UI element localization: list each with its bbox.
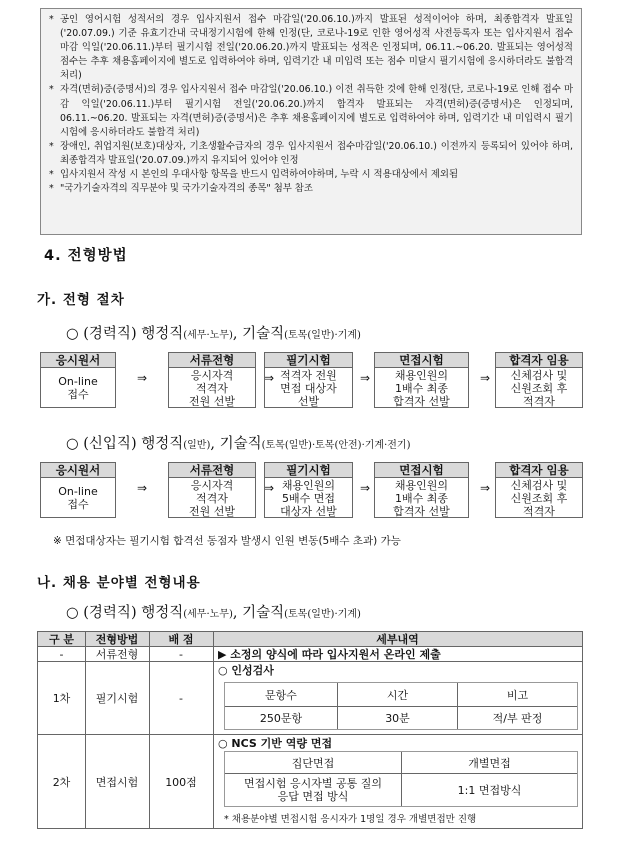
selection-table [37, 631, 583, 829]
table-cell: 필기시험 [95, 692, 139, 705]
table-cell: 2차 [52, 775, 71, 789]
flow-step: 필기시험 적격자 전원 면접 대상자 선발 [264, 352, 353, 408]
table-cell: 집단면접 [291, 756, 335, 770]
arrow-icon: ⇒ [263, 371, 275, 385]
table-cell: ○ NCS 기반 역량 면접 [218, 737, 333, 750]
note-text: 장애인, 취업지원(보호)대상자, 기초생활수급자의 경우 입사지원서 접수마감일('20.06.10.) 이전까지 등록되어 있어야 하며, 최종합격자 발표일('20.07.09.)까지 유지되어 있어야 인정 [60, 140, 573, 166]
table-cell: 비고 [506, 688, 529, 702]
table-cell: 문항수 [265, 688, 297, 702]
career-subheading-2: ○ (경력직) 행정직(세무·노무), 기술직(토목(일반)·기계) [66, 605, 361, 621]
notes-box [40, 8, 582, 235]
table-cell: - [179, 647, 183, 661]
note-text: "국가기술자격의 직무분야 및 국가기술자격의 종목" 첨부 참조 [60, 183, 313, 195]
table-header: 배 점 [149, 632, 213, 646]
table-cell: 1:1 면접방식 [457, 784, 522, 797]
arrow-icon: ⇒ [359, 371, 371, 385]
table-cell: 1차 [52, 692, 71, 705]
table-header: 세부내역 [213, 632, 582, 646]
arrow-icon: ⇒ [359, 481, 371, 495]
table-cell: 면접시험 응시자별 공통 질의 응답 면접 방식 [243, 777, 382, 803]
flow-step: 서류전형 응시자격 적격자 전원 선발 [168, 352, 256, 408]
flow-step: 면접시험 채용인원의 1배수 최종 합격자 선발 [374, 352, 469, 408]
note-item: * 입사지원서 작성 시 본인의 우대사항 항목을 반드시 입력하여야하며, 누락 시 적용대상에서 제외됨 [49, 168, 573, 182]
note-item: * 공인 영어시험 성적서의 경우 입사지원서 접수 마감일('20.06.10.)까지 발표된 성적이어야 하며, 최종합격자 발표일('20.07.09.) 기준 유효기간내 국내정기시험에 한해 인정(단, 코로나-19로 인한 영어성적 사전등록자 또는 입사지원서 접수 마감 익일('20.06.11.)부터 필기시험 전일('20.06.20.)까지 발표되는 성적은 인정되며, 06.11.~06.20. 발표되는 영어성적 점수는 추후 채용홈페이지에 별도로 입력하여야 하며, 입력기간 내 미입력 또는 점수 미달시 필기시험에 응시하더라도 불합격 처리) [49, 13, 573, 83]
flow-note: ※ 면접대상자는 필기시험 합격선 동점자 발생시 인원 변동(5배수 초과) 가능 [53, 535, 401, 547]
arrow-icon: ⇒ [136, 481, 148, 495]
table-cell: 시간 [386, 688, 409, 702]
aptitude-subtable [224, 682, 578, 730]
note-text: 자격(면허)증(증명서)의 경우 입사지원서 접수 마감일('20.06.10.) 이전 취득한 것에 한해 인정(단, 코로나-19로 인해 접수 마감 익일('20.06.11.)부터 필기시험 전일('20.06.20.)까지 합격자 발표되는 자격(면허)증(증명서)은 인정되며, 06.11.~06.20. 발표되는 자격(면허)증(증명서)은 추후 채용홈페이지에 별도로 입력하여야 하며, 입력기간 내 미입력시 필기시험에 응시하더라도 불합격 처리) [60, 84, 573, 138]
section-heading-na: 나. 채용 분야별 전형내용 [37, 575, 201, 591]
flow-step: 합격자 임용 신체검사 및 신원조회 후 적격자 [495, 352, 583, 408]
flow-step: 합격자 임용 신체검사 및 신원조회 후 적격자 [495, 462, 583, 518]
note-text: 입사지원서 작성 시 본인의 우대사항 항목을 반드시 입력하여야하며, 누락 시 적용대상에서 제외됨 [60, 169, 459, 181]
table-cell: 적/부 판정 [492, 712, 543, 725]
career-process-flow [40, 352, 583, 408]
section-heading-4: 4. 전형방법 [44, 248, 128, 264]
arrow-icon: ⇒ [479, 481, 491, 495]
table-cell: 100점 [165, 775, 197, 789]
table-cell: 서류전형 [95, 648, 139, 661]
table-header: 전형방법 [85, 632, 149, 646]
interview-subtable [224, 751, 578, 807]
table-cell: - [179, 691, 183, 705]
table-cell: 개별면접 [468, 756, 511, 770]
table-note: * 채용분야별 면접시험 응시자가 1명일 경우 개별면접만 진행 [224, 814, 477, 825]
note-item: * 장애인, 취업지원(보호)대상자, 기초생활수급자의 경우 입사지원서 접수마감일('20.06.10.) 이전까지 등록되어 있어야 하며, 최종합격자 발표일('20.07.09.)까지 유지되어 있어야 인정 [49, 140, 573, 168]
flow-step: 응시원서 On-line 접수 [40, 352, 116, 408]
table-cell: - [59, 647, 64, 661]
career-subheading: ○ (경력직) 행정직(세무·노무), 기술직(토목(일반)·기계) [66, 326, 361, 342]
section-heading-ga: 가. 전형 절차 [37, 292, 125, 308]
table-cell: ▶ 소정의 양식에 따라 입사지원서 온라인 제출 [218, 648, 441, 661]
flow-step: 응시원서 On-line 접수 [40, 462, 116, 518]
note-item: * 자격(면허)증(증명서)의 경우 입사지원서 접수 마감일('20.06.10.) 이전 취득한 것에 한해 인정(단, 코로나-19로 인해 접수 마감 익일('20.06.11.)부터 필기시험 전일('20.06.20.)까지 합격자 발표되는 자격(면허)증(증명서)은 인정되며, 06.11.~06.20. 발표되는 자격(면허)증(증명서)은 추후 채용홈페이지에 별도로 입력하여야 하며, 입력기간 내 미입력시 필기시험에 응시하더라도 불합격 처리) [49, 83, 573, 139]
note-text: 공인 영어시험 성적서의 경우 입사지원서 접수 마감일('20.06.10.)까지 발표된 성적이어야 하며, 최종합격자 발표일('20.07.09.) 기준 유효기간내 국내정기시험에 한해 인정(단, 코로나-19로 인한 영어성적 사전등록자 또는 입사지원서 접수 마감 익일('20.06.11.)부터 필기시험 전일('20.06.20.)까지 발표되는 성적은 인정되며, 06.11.~06.20. 발표되는 영어성적 점수는 추후 채용홈페이지에 별도로 입력하여야 하며, 입력기간 내 미입력 또는 점수 미달시 필기시험에 응시하더라도 불합격 처리) [60, 14, 573, 82]
arrow-icon: ⇒ [136, 371, 148, 385]
note-item: * "국가기술자격의 직무분야 및 국가기술자격의 종목" 첨부 참조 [49, 182, 573, 196]
newbie-process-flow [40, 462, 583, 518]
flow-step: 서류전형 응시자격 적격자 전원 선발 [168, 462, 256, 518]
arrow-icon: ⇒ [479, 371, 491, 385]
table-cell: 30분 [385, 712, 410, 725]
newbie-subheading: ○ (신입직) 행정직(일반), 기술직(토목(일반)·토목(안전)·기계·전기) [66, 436, 411, 452]
table-cell: ○ 인성검사 [218, 664, 274, 677]
arrow-icon: ⇒ [263, 481, 275, 495]
table-cell: 면접시험 [95, 775, 139, 789]
flow-step: 필기시험 채용인원의 5배수 면접 대상자 선발 [264, 462, 353, 518]
flow-step: 면접시험 채용인원의 1배수 최종 합격자 선발 [374, 462, 469, 518]
table-cell: 250문항 [259, 712, 303, 725]
table-header: 구 분 [38, 632, 85, 646]
